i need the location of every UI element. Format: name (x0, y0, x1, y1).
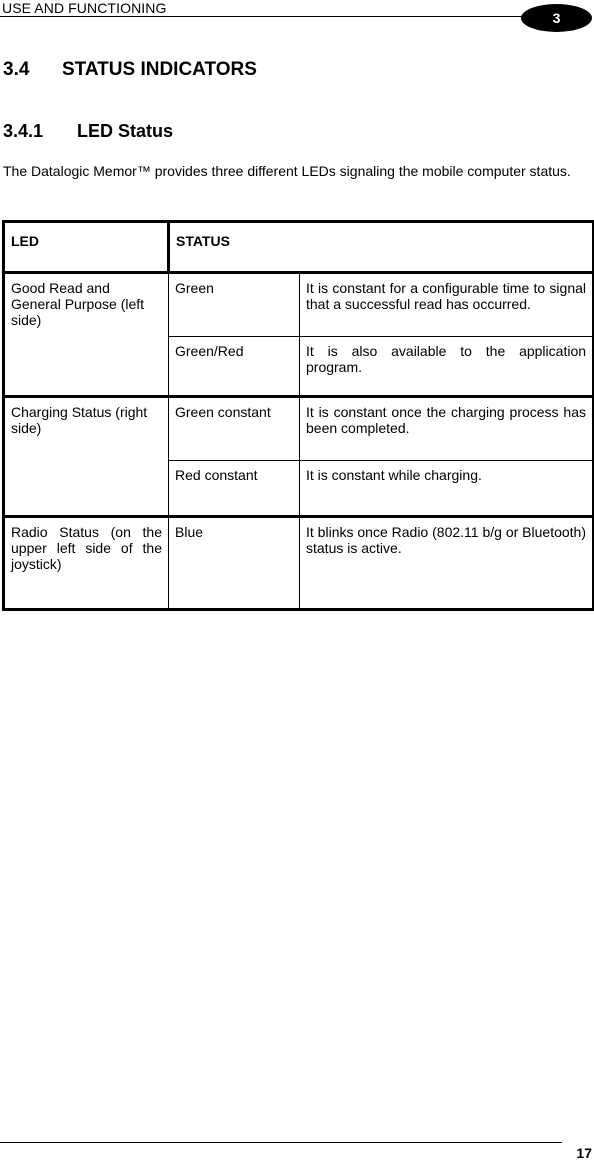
footer-rule (0, 1142, 562, 1143)
header-rule (0, 16, 530, 17)
led-description-cell: It blinks once Radio (802.11 b/g or Bluetooth) status is active. (300, 517, 594, 610)
section-number: 3.4 (3, 59, 30, 80)
led-status-table (2, 220, 594, 611)
led-color-cell: Green (169, 273, 300, 337)
led-color-cell: Green/Red (169, 337, 300, 397)
subsection-heading (3, 121, 173, 142)
led-color-cell: Blue (169, 517, 300, 610)
header-status: STATUS (169, 222, 594, 273)
section-title: STATUS INDICATORS (62, 59, 257, 80)
led-color-cell: Green constant (169, 397, 300, 461)
page-number: 17 (576, 1145, 592, 1161)
table-header-row (4, 222, 594, 273)
led-description-cell: It is constant for a configurable time to signal that a successful read has occurred. (300, 273, 594, 337)
subsection-number: 3.4.1 (3, 121, 44, 141)
chapter-badge: 3 (521, 4, 592, 32)
led-description-cell: It is constant once the charging process has been completed. (300, 397, 594, 461)
subsection-title: LED Status (77, 121, 174, 141)
led-name-cell: Charging Status (right side) (4, 397, 169, 517)
led-name-cell: Radio Status (on the upper left side of the joystick) (4, 517, 169, 610)
table-row (4, 397, 594, 461)
table-row (4, 273, 594, 337)
intro-paragraph: The Datalogic Memor™ provides three different LEDs signaling the mobile computer status. (3, 163, 571, 179)
led-name-cell: Good Read and General Purpose (left side) (4, 273, 169, 397)
section-heading (3, 59, 257, 81)
header-led: LED (4, 222, 169, 273)
led-description-cell: It is constant while charging. (300, 461, 594, 517)
table-row (4, 517, 594, 610)
led-color-cell: Red constant (169, 461, 300, 517)
header-title: USE AND FUNCTIONING (2, 0, 167, 16)
led-description-cell: It is also available to the application program. (300, 337, 594, 397)
